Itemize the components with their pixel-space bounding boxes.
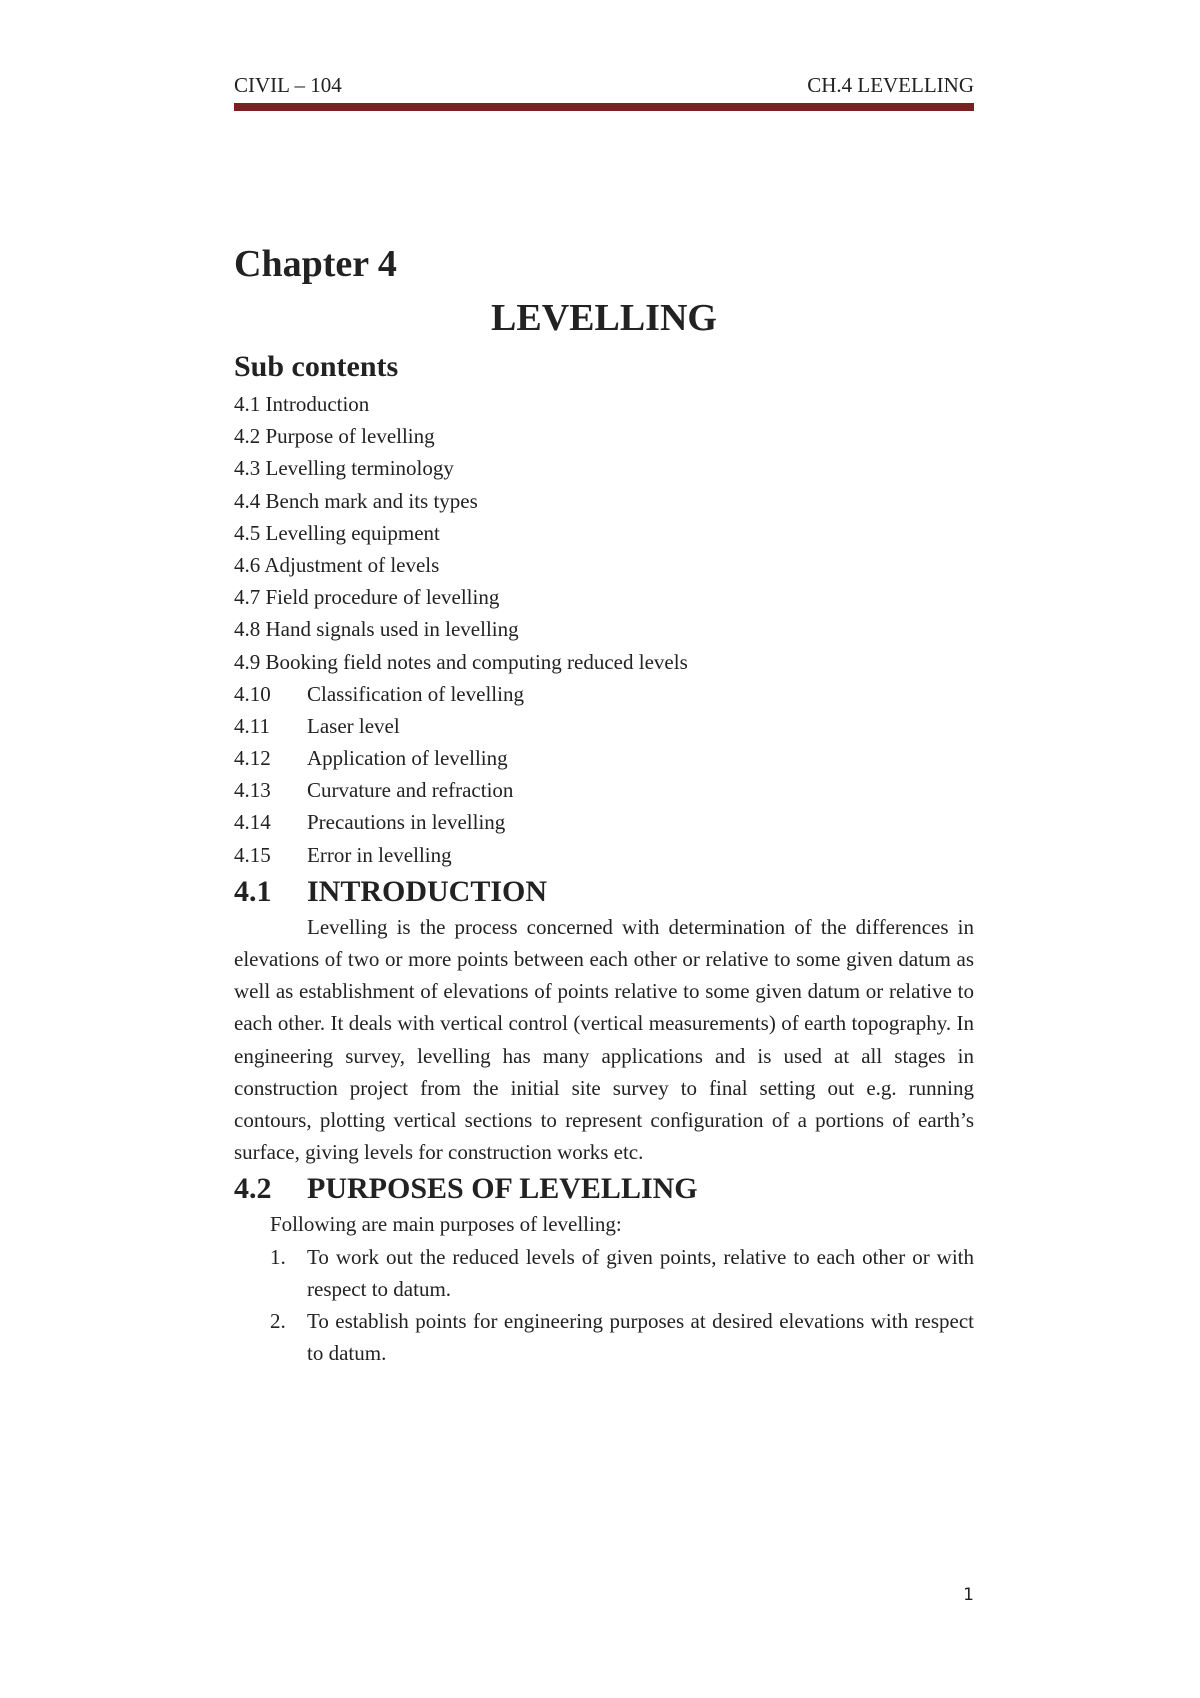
toc-item	[234, 774, 974, 806]
toc-item	[234, 839, 974, 871]
toc-item-label: Booking field notes and computing reduced levels	[265, 649, 688, 674]
toc-item	[234, 806, 974, 838]
list-item-marker: 1.	[270, 1244, 286, 1269]
toc-item-number: 4.1	[234, 392, 261, 416]
toc-item-number: 4.8	[234, 617, 261, 642]
list-item	[234, 1241, 974, 1305]
page-content	[234, 240, 974, 1369]
toc-item-label: Hand signals used in levelling	[265, 617, 519, 642]
toc-item-number: 4.13	[234, 778, 271, 803]
sub-contents-list	[234, 388, 974, 871]
sub-contents-heading: Sub contents	[234, 350, 399, 383]
section-title: PURPOSES OF LEVELLING	[307, 1172, 698, 1206]
toc-item-number: 4.6	[234, 552, 261, 577]
toc-item-label: Error in levelling	[307, 842, 452, 867]
toc-item-number: 4.11	[234, 713, 270, 738]
toc-item	[234, 646, 974, 678]
toc-item-label: Introduction	[265, 392, 370, 416]
toc-item-label: Adjustment of levels	[264, 552, 440, 577]
toc-item-number: 4.5	[234, 520, 261, 545]
section-number: 4.2	[234, 1172, 272, 1206]
toc-item-label: Laser level	[307, 713, 400, 738]
section-heading-introduction	[234, 873, 974, 911]
section-number: 4.1	[234, 874, 272, 908]
toc-item-label: Levelling equipment	[265, 520, 440, 545]
toc-item-label: Precautions in levelling	[307, 810, 506, 835]
toc-item	[234, 549, 974, 581]
toc-item-label: Field procedure of levelling	[265, 585, 500, 610]
toc-item-label: Curvature and refraction	[307, 778, 514, 803]
toc-item-label: Purpose of levelling	[265, 424, 435, 449]
section-title: INTRODUCTION	[307, 874, 548, 908]
toc-item	[234, 485, 974, 517]
toc-item	[234, 710, 974, 742]
toc-item-number: 4.3	[234, 456, 261, 481]
toc-item-number: 4.7	[234, 585, 261, 610]
toc-item	[234, 581, 974, 613]
toc-item	[234, 742, 974, 774]
toc-item	[234, 420, 974, 452]
toc-item-number: 4.9	[234, 649, 261, 674]
list-item	[234, 1305, 974, 1369]
toc-item-number: 4.10	[234, 681, 271, 706]
toc-item-label: Application of levelling	[307, 746, 508, 771]
chapter-title: Chapter 4	[234, 243, 397, 285]
chapter-name: LEVELLING	[491, 297, 717, 339]
header-chapter-label: CH.4 LEVELLING	[807, 73, 974, 97]
section-heading-purposes	[234, 1170, 974, 1208]
toc-item	[234, 388, 974, 420]
header-course-code: CIVIL – 104	[234, 73, 342, 97]
list-item-text: To establish points for engineering purposes at desired elevations with respect to datum.	[307, 1309, 974, 1366]
toc-item-number: 4.15	[234, 842, 271, 867]
list-item-text: To work out the reduced levels of given points, relative to each other or with respect to datum.	[307, 1244, 974, 1301]
header-rule	[234, 103, 974, 111]
toc-item-number: 4.12	[234, 746, 271, 771]
toc-item	[234, 678, 974, 710]
purposes-list	[234, 1241, 974, 1370]
toc-item-number: 4.14	[234, 810, 271, 835]
toc-item-number: 4.2	[234, 424, 261, 449]
toc-item-number: 4.4	[234, 488, 261, 513]
toc-item	[234, 452, 974, 484]
page-number: 1	[963, 1585, 974, 1605]
toc-item	[234, 517, 974, 549]
toc-item-label: Levelling terminology	[265, 456, 454, 481]
list-item-marker: 2.	[270, 1309, 286, 1334]
toc-item	[234, 613, 974, 645]
toc-item-label: Classification of levelling	[307, 681, 524, 706]
purposes-lead-text: Following are main purposes of levelling:	[270, 1212, 622, 1237]
toc-item-label: Bench mark and its types	[265, 488, 478, 513]
introduction-paragraph: Levelling is the process concerned with determination of the differences in elevations of two or more points between each other or relative to some given datum as well as establishment of elevations of points relative to some given datum or relative to each other. It deals with vertical control (vertical measurements) of earth topography. In engineering survey, levelling has many applications and is used at all stages in construction project from the initial site survey to final setting out e.g. running contours, plotting vertical sections to represent configuration of a portions of earth’s surface, giving levels for construction works etc.	[234, 914, 974, 1165]
